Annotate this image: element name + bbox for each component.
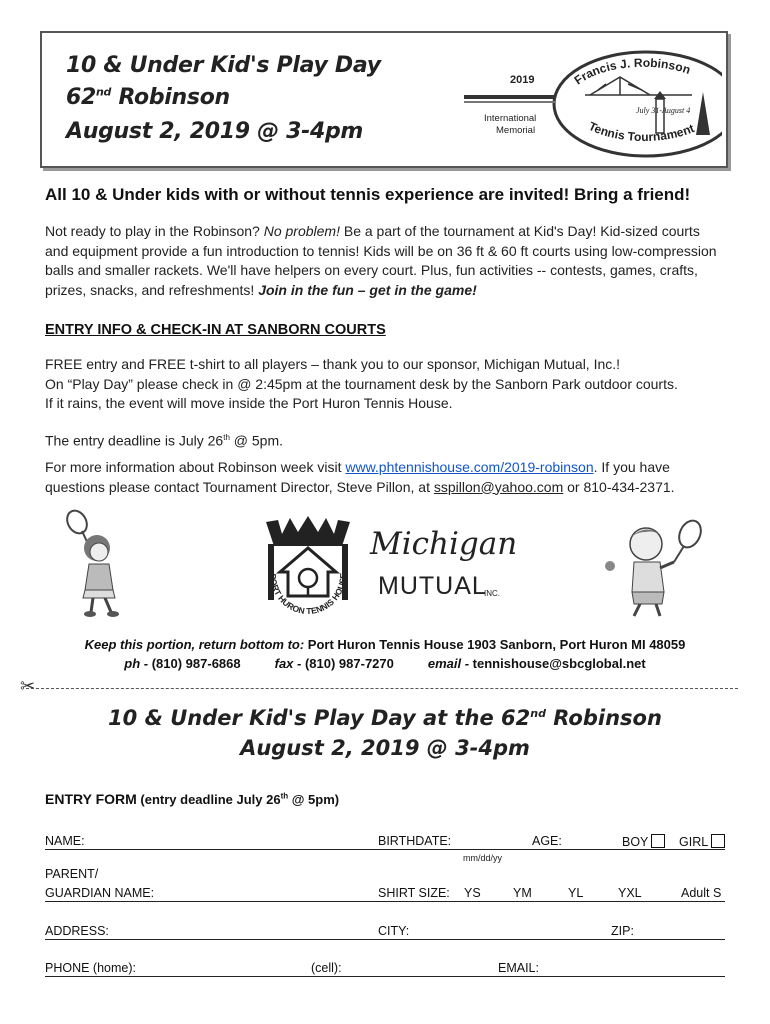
svg-text:PORT HURON TENNIS HOUSE: PORT HURON TENNIS HOUSE <box>267 572 349 617</box>
invite-heading: All 10 & Under kids with or without tennis experience are invited! Bring a friend! <box>45 185 691 204</box>
pine-tree-icon <box>696 92 710 135</box>
boy-tennis-player-illustration <box>594 512 710 620</box>
shirt-size-adult-s[interactable]: Adult S <box>681 886 722 900</box>
entry-line-2: On “Play Day” please check in @ 2:45pm at the tournament desk by the Sanborn Park outdoor courts. <box>45 375 678 392</box>
title-line-3: August 2, 2019 @ 3-4pm <box>66 119 364 144</box>
form-title-line-1: 10 & Under Kid's Play Day at the 62nd Robinson <box>108 706 662 730</box>
form-title-line-2: August 2, 2019 @ 3-4pm <box>240 736 530 760</box>
director-email[interactable]: sspillon@yahoo.com <box>433 478 564 495</box>
logo-arc-top: Francis J. Robinson <box>571 55 693 88</box>
phone-row-line[interactable] <box>45 976 725 977</box>
logo-line2: Memorial <box>496 125 536 136</box>
entry-line-1: FREE entry and FREE t-shirt to all players – thank you to our sponsor, Michigan Mutual, Inc.! <box>45 356 621 372</box>
robinson-link[interactable]: www.phtennishouse.com/2019-robinson <box>345 459 594 475</box>
michigan-mutual-logo <box>366 526 518 606</box>
girl-checkbox[interactable] <box>711 834 725 848</box>
phone-home-label: PHONE (home): <box>45 961 136 975</box>
scissors-icon: ✂ <box>20 676 36 696</box>
shirt-size-yl[interactable]: YL <box>568 886 584 900</box>
shirt-size-ys[interactable]: YS <box>464 886 481 900</box>
zip-label: ZIP: <box>611 924 634 938</box>
entry-line-3: If it rains, the event will move inside the Port Huron Tennis House. <box>45 395 453 411</box>
return-contact-line: ph - (810) 987-6868 fax - (810) 987-7270 email - tennishouse@sbcglobal.net <box>124 656 646 671</box>
title-line-2: 62nd Robinson <box>66 85 230 110</box>
tennis-ball-icon <box>605 561 615 571</box>
entry-form-heading: ENTRY FORM (entry deadline July 26th @ 5pm) <box>45 791 340 807</box>
mm-script: Michigan <box>370 526 518 562</box>
mm-inc: INC. <box>484 589 500 598</box>
date-format-hint: mm/dd/yy <box>463 853 503 863</box>
birthdate-label: BIRTHDATE: <box>378 834 452 848</box>
logo-line1: International <box>484 113 537 124</box>
boy-checkbox-label[interactable]: BOY <box>622 834 665 849</box>
logo-arc-bottom: Tennis Tournament <box>586 118 697 145</box>
logo-dates: July 31-August 4 <box>636 106 691 115</box>
more-info-text: For more information about Robinson week visit www.phtennishouse.com/2019-robinson. If you have questions please contact Tournament Director, Steve Pillon, at sspillon@yahoo.com or 810-434-2371. <box>45 459 675 495</box>
title-line-1: 10 & Under Kid's Play Day <box>66 53 381 78</box>
address-row-line[interactable] <box>45 939 725 940</box>
return-address-line: Keep this portion, return bottom to: Port Huron Tennis House 1903 Sanborn, Port Huron MI 48059 <box>84 637 686 652</box>
robinson-tournament-logo <box>460 37 722 163</box>
name-row-line[interactable] <box>45 849 725 850</box>
guardian-row-line[interactable] <box>45 901 725 902</box>
address-label: ADDRESS: <box>45 924 109 938</box>
header-box <box>40 31 728 168</box>
logo-year: 2019 <box>510 74 535 86</box>
deadline-text: The entry deadline is July 26th @ 5pm. <box>45 432 284 449</box>
phone-cell-label: (cell): <box>311 961 342 975</box>
boy-checkbox[interactable] <box>651 834 665 848</box>
girl-tennis-player-illustration <box>55 508 151 618</box>
email-label: EMAIL: <box>498 961 539 975</box>
entry-info-lines <box>45 355 725 414</box>
age-label: AGE: <box>532 834 562 848</box>
mm-block: MUTUAL <box>378 572 487 600</box>
port-huron-tennis-house-logo <box>258 516 358 624</box>
shirt-size-label: SHIRT SIZE: <box>378 886 450 900</box>
guardian-name-label: GUARDIAN NAME: <box>45 886 155 900</box>
girl-checkbox-label[interactable]: GIRL <box>679 834 725 849</box>
entry-info-heading: ENTRY INFO & CHECK-IN AT SANBORN COURTS <box>45 322 386 338</box>
cut-line <box>26 688 738 689</box>
shirt-size-ym[interactable]: YM <box>513 886 532 900</box>
name-label: NAME: <box>45 834 85 848</box>
shirt-size-yxl[interactable]: YXL <box>618 886 642 900</box>
parent-label: PARENT/ <box>45 867 99 881</box>
city-label: CITY: <box>378 924 410 938</box>
intro-paragraph: Not ready to play in the Robinson? No problem! Be a part of the tournament at Kid's Day! Kid-sized courts and equipment provide a fun introduction to tennis! Kids will be on 36 ft & 60 ft courts using low-compression balls and smaller rackets. We'll have helpers on every court. Plus, fun activities -- contests, games, crafts, prizes, snacks, and refreshments! Join in the fun – get in the game! <box>45 223 717 298</box>
